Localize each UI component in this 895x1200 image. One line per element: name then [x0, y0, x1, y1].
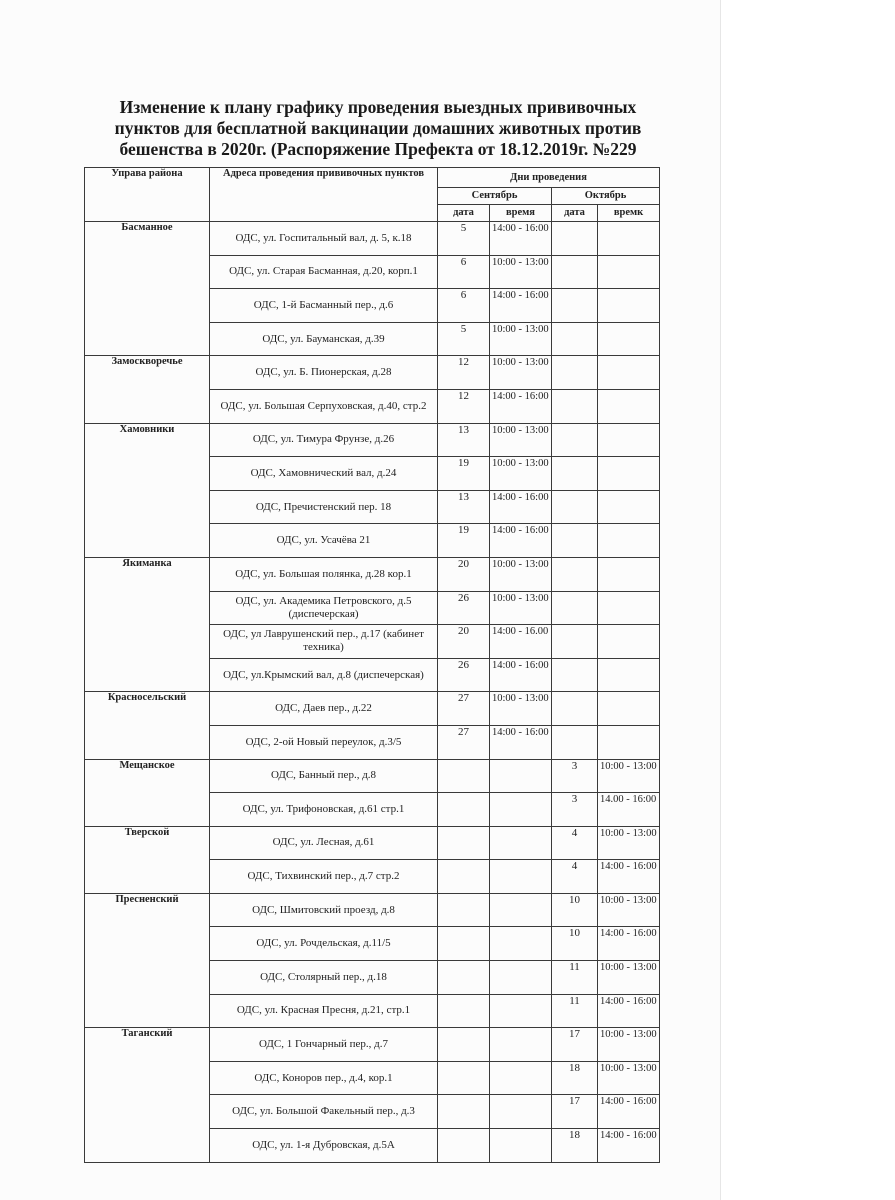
september-time-cell: [490, 961, 552, 995]
october-time-cell: 14:00 - 16:00: [598, 994, 660, 1028]
address-cell: ОДС, ул. Академика Петровского, д.5 (диспечерская): [210, 591, 438, 625]
address-cell: ОДС, 1 Гончарный пер., д.7: [210, 1028, 438, 1062]
october-date-cell: 10: [552, 927, 598, 961]
address-cell: ОДС, Шмитовский проезд, д.8: [210, 893, 438, 927]
october-time-cell: [598, 557, 660, 591]
october-date-cell: 18: [552, 1129, 598, 1163]
september-time-cell: 14:00 - 16.00: [490, 625, 552, 659]
september-time-cell: [490, 793, 552, 827]
october-time-cell: 14:00 - 16:00: [598, 860, 660, 894]
september-time-cell: 10:00 - 13:00: [490, 692, 552, 726]
table-row: [85, 759, 660, 793]
address-cell: ОДС, 1-й Басманный пер., д.6: [210, 289, 438, 323]
october-time-cell: [598, 692, 660, 726]
vaccination-schedule-table: [84, 167, 660, 1163]
address-cell: ОДС, ул. Старая Басманная, д.20, корп.1: [210, 255, 438, 289]
table-body: [85, 222, 660, 1163]
september-time-cell: [490, 826, 552, 860]
october-time-cell: 10:00 - 13:00: [598, 826, 660, 860]
october-date-cell: 18: [552, 1061, 598, 1095]
september-date-cell: [438, 1061, 490, 1095]
september-time-cell: [490, 893, 552, 927]
address-cell: ОДС, ул. Госпитальный вал, д. 5, к.18: [210, 222, 438, 256]
header-oct-date: дата: [552, 205, 598, 222]
october-date-cell: 4: [552, 826, 598, 860]
header-september: Сентябрь: [438, 188, 552, 205]
september-time-cell: 10:00 - 13:00: [490, 356, 552, 390]
october-date-cell: [552, 457, 598, 491]
september-time-cell: [490, 860, 552, 894]
address-cell: ОДС, Коноров пер., д.4, кор.1: [210, 1061, 438, 1095]
september-date-cell: 13: [438, 423, 490, 457]
october-date-cell: [552, 289, 598, 323]
september-date-cell: [438, 961, 490, 995]
october-date-cell: [552, 389, 598, 423]
address-cell: ОДС, Тихвинский пер., д.7 стр.2: [210, 860, 438, 894]
title-line: пунктов для бесплатной вакцинации домашних животных против: [114, 118, 642, 138]
september-date-cell: [438, 893, 490, 927]
october-time-cell: [598, 457, 660, 491]
address-cell: ОДС, ул. Красная Пресня, д.21, стр.1: [210, 994, 438, 1028]
october-time-cell: 10:00 - 13:00: [598, 759, 660, 793]
september-date-cell: [438, 1095, 490, 1129]
header-oct-time: времк: [598, 205, 660, 222]
october-date-cell: [552, 423, 598, 457]
october-date-cell: [552, 725, 598, 759]
october-time-cell: [598, 725, 660, 759]
october-time-cell: [598, 255, 660, 289]
address-cell: ОДС, ул Лаврушенский пер., д.17 (кабинет техника): [210, 625, 438, 659]
october-date-cell: [552, 356, 598, 390]
september-time-cell: [490, 1028, 552, 1062]
september-time-cell: 14:00 - 16:00: [490, 725, 552, 759]
october-time-cell: 10:00 - 13:00: [598, 961, 660, 995]
september-date-cell: 6: [438, 255, 490, 289]
october-date-cell: 17: [552, 1095, 598, 1129]
september-time-cell: 14:00 - 16:00: [490, 658, 552, 692]
october-date-cell: 3: [552, 759, 598, 793]
september-date-cell: 26: [438, 591, 490, 625]
address-cell: ОДС, ул. Большая Серпуховская, д.40, стр.2: [210, 389, 438, 423]
address-cell: ОДС, Пречистенский пер. 18: [210, 490, 438, 524]
address-cell: ОДС, Даев пер., д.22: [210, 692, 438, 726]
october-date-cell: [552, 692, 598, 726]
october-time-cell: [598, 423, 660, 457]
october-time-cell: [598, 490, 660, 524]
september-time-cell: 10:00 - 13:00: [490, 457, 552, 491]
title-line: Изменение к плану графику проведения выездных прививочных: [119, 97, 637, 117]
october-time-cell: 10:00 - 13:00: [598, 1061, 660, 1095]
september-date-cell: 5: [438, 322, 490, 356]
september-date-cell: 20: [438, 625, 490, 659]
table-header: [85, 168, 660, 222]
september-date-cell: [438, 1028, 490, 1062]
september-date-cell: 26: [438, 658, 490, 692]
address-cell: ОДС, Столярный пер., д.18: [210, 961, 438, 995]
table-row: [85, 826, 660, 860]
october-time-cell: [598, 524, 660, 558]
table-row: [85, 1028, 660, 1062]
page-edge: [720, 0, 721, 1200]
september-time-cell: [490, 1095, 552, 1129]
september-time-cell: 14:00 - 16:00: [490, 389, 552, 423]
september-date-cell: [438, 1129, 490, 1163]
september-date-cell: 6: [438, 289, 490, 323]
september-date-cell: 20: [438, 557, 490, 591]
document-title: [88, 97, 668, 160]
address-cell: ОДС, ул. Лесная, д.61: [210, 826, 438, 860]
september-time-cell: 10:00 - 13:00: [490, 255, 552, 289]
october-date-cell: [552, 524, 598, 558]
september-time-cell: 14:00 - 16:00: [490, 222, 552, 256]
october-time-cell: 14:00 - 16:00: [598, 927, 660, 961]
september-time-cell: [490, 927, 552, 961]
october-date-cell: [552, 490, 598, 524]
address-cell: ОДС, ул. Большая полянка, д.28 кор.1: [210, 557, 438, 591]
address-cell: ОДС, ул. 1-я Дубровская, д.5А: [210, 1129, 438, 1163]
table-row: [85, 557, 660, 591]
september-time-cell: 14:00 - 16:00: [490, 524, 552, 558]
district-name: Замоскворечье: [85, 356, 210, 423]
september-date-cell: [438, 860, 490, 894]
september-date-cell: 19: [438, 524, 490, 558]
table-row: [85, 692, 660, 726]
header-october: Октябрь: [552, 188, 660, 205]
september-time-cell: 10:00 - 13:00: [490, 557, 552, 591]
september-date-cell: [438, 927, 490, 961]
header-sep-time: время: [490, 205, 552, 222]
address-cell: ОДС, Хамовнический вал, д.24: [210, 457, 438, 491]
october-time-cell: 14.00 - 16:00: [598, 793, 660, 827]
table-row: [85, 893, 660, 927]
september-date-cell: 5: [438, 222, 490, 256]
october-time-cell: [598, 658, 660, 692]
october-date-cell: [552, 625, 598, 659]
october-date-cell: [552, 255, 598, 289]
october-date-cell: [552, 222, 598, 256]
october-date-cell: [552, 591, 598, 625]
address-cell: ОДС, ул. Большой Факельный пер., д.3: [210, 1095, 438, 1129]
address-cell: ОДС, ул. Бауманская, д.39: [210, 322, 438, 356]
september-time-cell: 10:00 - 13:00: [490, 322, 552, 356]
header-address: Адреса проведения прививочных пунктов: [210, 168, 438, 222]
september-date-cell: 12: [438, 389, 490, 423]
october-date-cell: 10: [552, 893, 598, 927]
address-cell: ОДС, ул.Крымский вал, д.8 (диспечерская): [210, 658, 438, 692]
header-days: Дни проведения: [438, 168, 660, 188]
district-name: Якиманка: [85, 557, 210, 691]
october-date-cell: 11: [552, 994, 598, 1028]
title-line: бешенства в 2020г. (Распоряжение Префекта от 18.12.2019г. №229: [119, 139, 637, 159]
october-date-cell: [552, 658, 598, 692]
october-date-cell: [552, 557, 598, 591]
table-row: [85, 423, 660, 457]
district-name: Хамовники: [85, 423, 210, 557]
october-time-cell: 10:00 - 13:00: [598, 893, 660, 927]
october-time-cell: [598, 289, 660, 323]
october-date-cell: 3: [552, 793, 598, 827]
september-date-cell: [438, 793, 490, 827]
table-row: [85, 222, 660, 256]
september-time-cell: [490, 759, 552, 793]
address-cell: ОДС, ул. Тимура Фрунзе, д.26: [210, 423, 438, 457]
district-name: Басманное: [85, 222, 210, 356]
september-time-cell: 10:00 - 13:00: [490, 423, 552, 457]
october-date-cell: 17: [552, 1028, 598, 1062]
address-cell: ОДС, ул. Б. Пионерская, д.28: [210, 356, 438, 390]
october-time-cell: [598, 625, 660, 659]
september-time-cell: 14:00 - 16:00: [490, 289, 552, 323]
district-name: Пресненский: [85, 893, 210, 1027]
september-date-cell: 27: [438, 692, 490, 726]
district-name: Тверской: [85, 826, 210, 893]
october-time-cell: 14:00 - 16:00: [598, 1095, 660, 1129]
header-sep-date: дата: [438, 205, 490, 222]
september-date-cell: 19: [438, 457, 490, 491]
september-date-cell: [438, 759, 490, 793]
september-time-cell: [490, 1061, 552, 1095]
table-row: [85, 356, 660, 390]
september-time-cell: [490, 1129, 552, 1163]
september-date-cell: 27: [438, 725, 490, 759]
october-time-cell: 14:00 - 16:00: [598, 1129, 660, 1163]
september-time-cell: 14:00 - 16:00: [490, 490, 552, 524]
october-time-cell: [598, 389, 660, 423]
address-cell: ОДС, Банный пер., д.8: [210, 759, 438, 793]
october-time-cell: [598, 356, 660, 390]
october-date-cell: 4: [552, 860, 598, 894]
october-time-cell: 10:00 - 13:00: [598, 1028, 660, 1062]
october-time-cell: [598, 322, 660, 356]
header-district: Управа района: [85, 168, 210, 222]
address-cell: ОДС, ул. Усачёва 21: [210, 524, 438, 558]
september-date-cell: [438, 994, 490, 1028]
district-name: Мещанское: [85, 759, 210, 826]
district-name: Таганский: [85, 1028, 210, 1162]
october-date-cell: [552, 322, 598, 356]
september-date-cell: 12: [438, 356, 490, 390]
september-date-cell: [438, 826, 490, 860]
address-cell: ОДС, ул. Рочдельская, д.11/5: [210, 927, 438, 961]
address-cell: ОДС, ул. Трифоновская, д.61 стр.1: [210, 793, 438, 827]
october-time-cell: [598, 591, 660, 625]
october-date-cell: 11: [552, 961, 598, 995]
address-cell: ОДС, 2-ой Новый переулок, д.3/5: [210, 725, 438, 759]
september-time-cell: [490, 994, 552, 1028]
district-name: Красносельский: [85, 692, 210, 759]
october-time-cell: [598, 222, 660, 256]
september-date-cell: 13: [438, 490, 490, 524]
september-time-cell: 10:00 - 13:00: [490, 591, 552, 625]
